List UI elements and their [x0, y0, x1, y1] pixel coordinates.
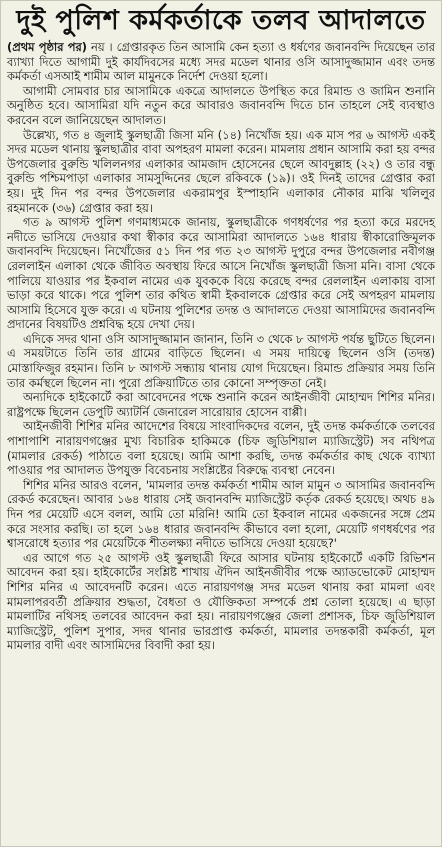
- paragraph-1: [7, 40, 435, 84]
- headline: দুই পুলিশ কর্মকর্তাকে তলব আদালতে: [16, 5, 426, 36]
- paragraph-4: গত ৯ আগস্ট পুলিশ গণমাধ্যমকে জানায়, স্কুলছাত্রীকে গণধর্ষণের পর হত্যা করে মরদেহ নদীতে ভাসিয়ে দেওয়ার কথা স্বীকার করে আসামিরা আদালতে ১৬৪ ধারায় স্বীকারোক্তিমূলক জবানবন্দি দিয়েছেন। নিখোঁজের ৫১ দিন পর গত ২৩ আগস্ট দুপুরে বন্দর উপজেলার নবীগঞ্জ রেললাইন এলাকা থেকে জীবিত অবস্থায় ফিরে আসে নিখোঁজ স্কুলছাত্রী জিসা মনি। বাসা থেকে পালিয়ে যাওয়ার পর ইকবাল নামের এক যুবককে বিয়ে করেছে বন্দর রেললাইন এলাকায় বাসা ভাড়া করে থাকে। পরে পুলিশ তার কথিত স্বামী ইকবালকে গ্রেপ্তার করে সেই অপহরণ মামলায় আসামি হিসেবে যুক্ত করে। এ ঘটনায় পুলিশের তদন্ত ও আদালতে দেওয়া আসামিদের জবানবন্দি প্রদানের বিষয়টিও প্রশ্নবিদ্ধ হয়ে দেখা দেয়।: [7, 215, 435, 332]
- paragraph-9: এর আগে গত ২৫ আগস্ট ওই স্কুলছাত্রী ফিরে আসার ঘটনায় হাইকোর্টে একটি রিভিশন আবেদন করা হয়। হাইকোর্টের সংশ্লিষ্ট শাখায় ঐদিন আইনজীবীর পক্ষে অ্যাডভোকেট মোহাম্মদ শিশির মনির এ আবেদনটি করেন। এতে নারায়ণগঞ্জ সদর মডেল থানায় করা মামলা এবং মামলাপরবর্তী প্রক্রিয়ার শুদ্ধতা, বৈধতা ও যৌক্তিকতা সম্পর্কে প্রশ্ন তোলা হয়েছে। এ ছাড়া মামলাটির নথিসহ তলবের আবেদন করা হয়। নারায়ণগঞ্জের জেলা প্রশাসক, চিফ জুডিশিয়াল ম্যাজিস্ট্রেট, পুলিশ সুপার, সদর থানার ভারপ্রাপ্ত কর্মকর্তা, মামলার তদন্তকারী কর্মকর্তা, মূল মামলার বাদী এবং আসামিদের বিবাদী করা হয়।: [7, 550, 435, 653]
- paragraph-1-text: নয় । গ্রেপ্তারকৃত তিন আসামি কেন হত্যা ও ধর্ষণের জবানবন্দি দিয়েছেন তার ব্যাখ্যা দিতে আগামী দুই কার্যদিবসের মধ্যে সদর মডেল থানার ওসি আসাদুজ্জামান এবং তদন্ত কর্মকর্তা এসআই শামীম আল মামুনকে নির্দেশ দেওয়া হলো।: [7, 40, 435, 84]
- paragraph-5: এদিকে সদর থানা ওসি আসাদুজ্জামান জানান, তিনি ৩ থেকে ৮ আগস্ট পর্যন্ত ছুটিতে ছিলেন। এ সময়টাতে তিনি তার গ্রামের বাড়িতে ছিলেন। এ সময় দায়িত্বে ছিলেন ওসি (তদন্ত) মোস্তাফিজুর রহমান। তিনি ৮ আগস্ট সন্ধ্যায় থানায় যোগ দিয়েছেন। রিমান্ড প্রক্রিয়ার সময় তিনি তার কর্মস্থলে ছিলেন না। পুরো প্রক্রিয়াটিতে তার কোনো সম্পৃক্ততা নেই।: [7, 331, 435, 390]
- paragraph-6: অন্যদিকে হাইকোর্টে করা আবেদনের পক্ষে শুনানি করেন আইনজীবী মোহাম্মদ শিশির মনির। রাষ্ট্রপক্ষে ছিলেন ডেপুটি অ্যাটর্নি জেনারেল সারোয়ার হোসেন বাপ্পী।: [7, 390, 435, 419]
- paragraph-8: শিশির মনির আরও বলেন, 'মামলার তদন্ত কর্মকর্তা শামীম আল মামুন ৩ আসামির জবানবন্দি রেকর্ড করেছেন। আবার ১৬৪ ধারায় সেই জবানবন্দি ম্যাজিস্ট্রেট কর্তৃক রেকর্ড হয়েছে। অথচ ৪৯ দিন পর মেয়েটি এসে বলল, আমি তো মরিনি! আমি তো ইকবাল নামের একজনের সঙ্গে প্রেম করে সংসার করছি। তা হলে ১৬৪ ধারার জবানবন্দি কীভাবে বলা হলো, মেয়েটি গণধর্ষণের পর শ্বাসরোধে হত্যার পর মেয়েটিকে শীতলক্ষ্যা নদীতে ভাসিয়ে দেওয়া হয়েছে?': [7, 477, 436, 551]
- paragraph-3: উল্লেখ্য, গত ৪ জুলাই স্কুলছাত্রী জিসা মনি (১৪) নিখোঁজ হয়। এক মাস পর ৬ আগস্ট একই সদর মডেল থানায় স্কুলছাত্রীর বাবা অপহরণ মামলা করেন। মামলায় প্রধান আসামি করা হয় বন্দর উপজেলার বুরুন্ডি খলিলনগর এলাকার আমজাদ হোসেনের ছেলে আবদুল্লাহ (২২) ও তার বন্ধু বুরুন্ডি পশ্চিমপাড়া এলাকার সামসুদ্দিনের ছেলে রকিবকে (১৯)। ওই দিনই তাদের গ্রেপ্তার করা হয়। দুই দিন পর বন্দর উপজেলার একরামপুর ইস্পাহানি এলাকার নৌকার মাঝি খলিলুর রহমানকে (৩৬) গ্রেপ্তার করা হয়।: [7, 127, 435, 215]
- continued-label: (প্রথম পৃষ্ঠার পর): [7, 40, 88, 54]
- paragraph-7: আইনজীবী শিশির মনির আদেশের বিষয়ে সাংবাদিকদের বলেন, দুই তদন্ত কর্মকর্তাকে তলবের পাশাপাশি নারায়ণগঞ্জের মুখ্য বিচারিক হাকিমকে (চিফ জুডিশিয়াল ম্যাজিস্ট্রেট) সব নথিপত্র (মামলার রেকর্ড) পাঠাতে বলা হয়েছে। আমি আশা করছি, তদন্ত কর্মকর্তার কাছ থেকে ব্যাখ্যা পাওয়ার পর আদালত উপযুক্ত বিবেচনায় সংশ্লিষ্টের বিরুদ্ধে ব্যবস্থা নেবেন।: [7, 419, 435, 478]
- paragraph-2: আগামী সোমবার চার আসামিকে একত্রে আদালতে উপস্থিত করে রিমান্ড ও জামিন শুনানি অনুষ্ঠিত হবে। আসামিরা যদি নতুন করে আবারও জবানবন্দি দিতে চান তাহলে সেই ব্যবস্থাও করবেন বলে জানিয়েছেন আদালত।: [7, 83, 435, 127]
- article-body: [7, 40, 435, 653]
